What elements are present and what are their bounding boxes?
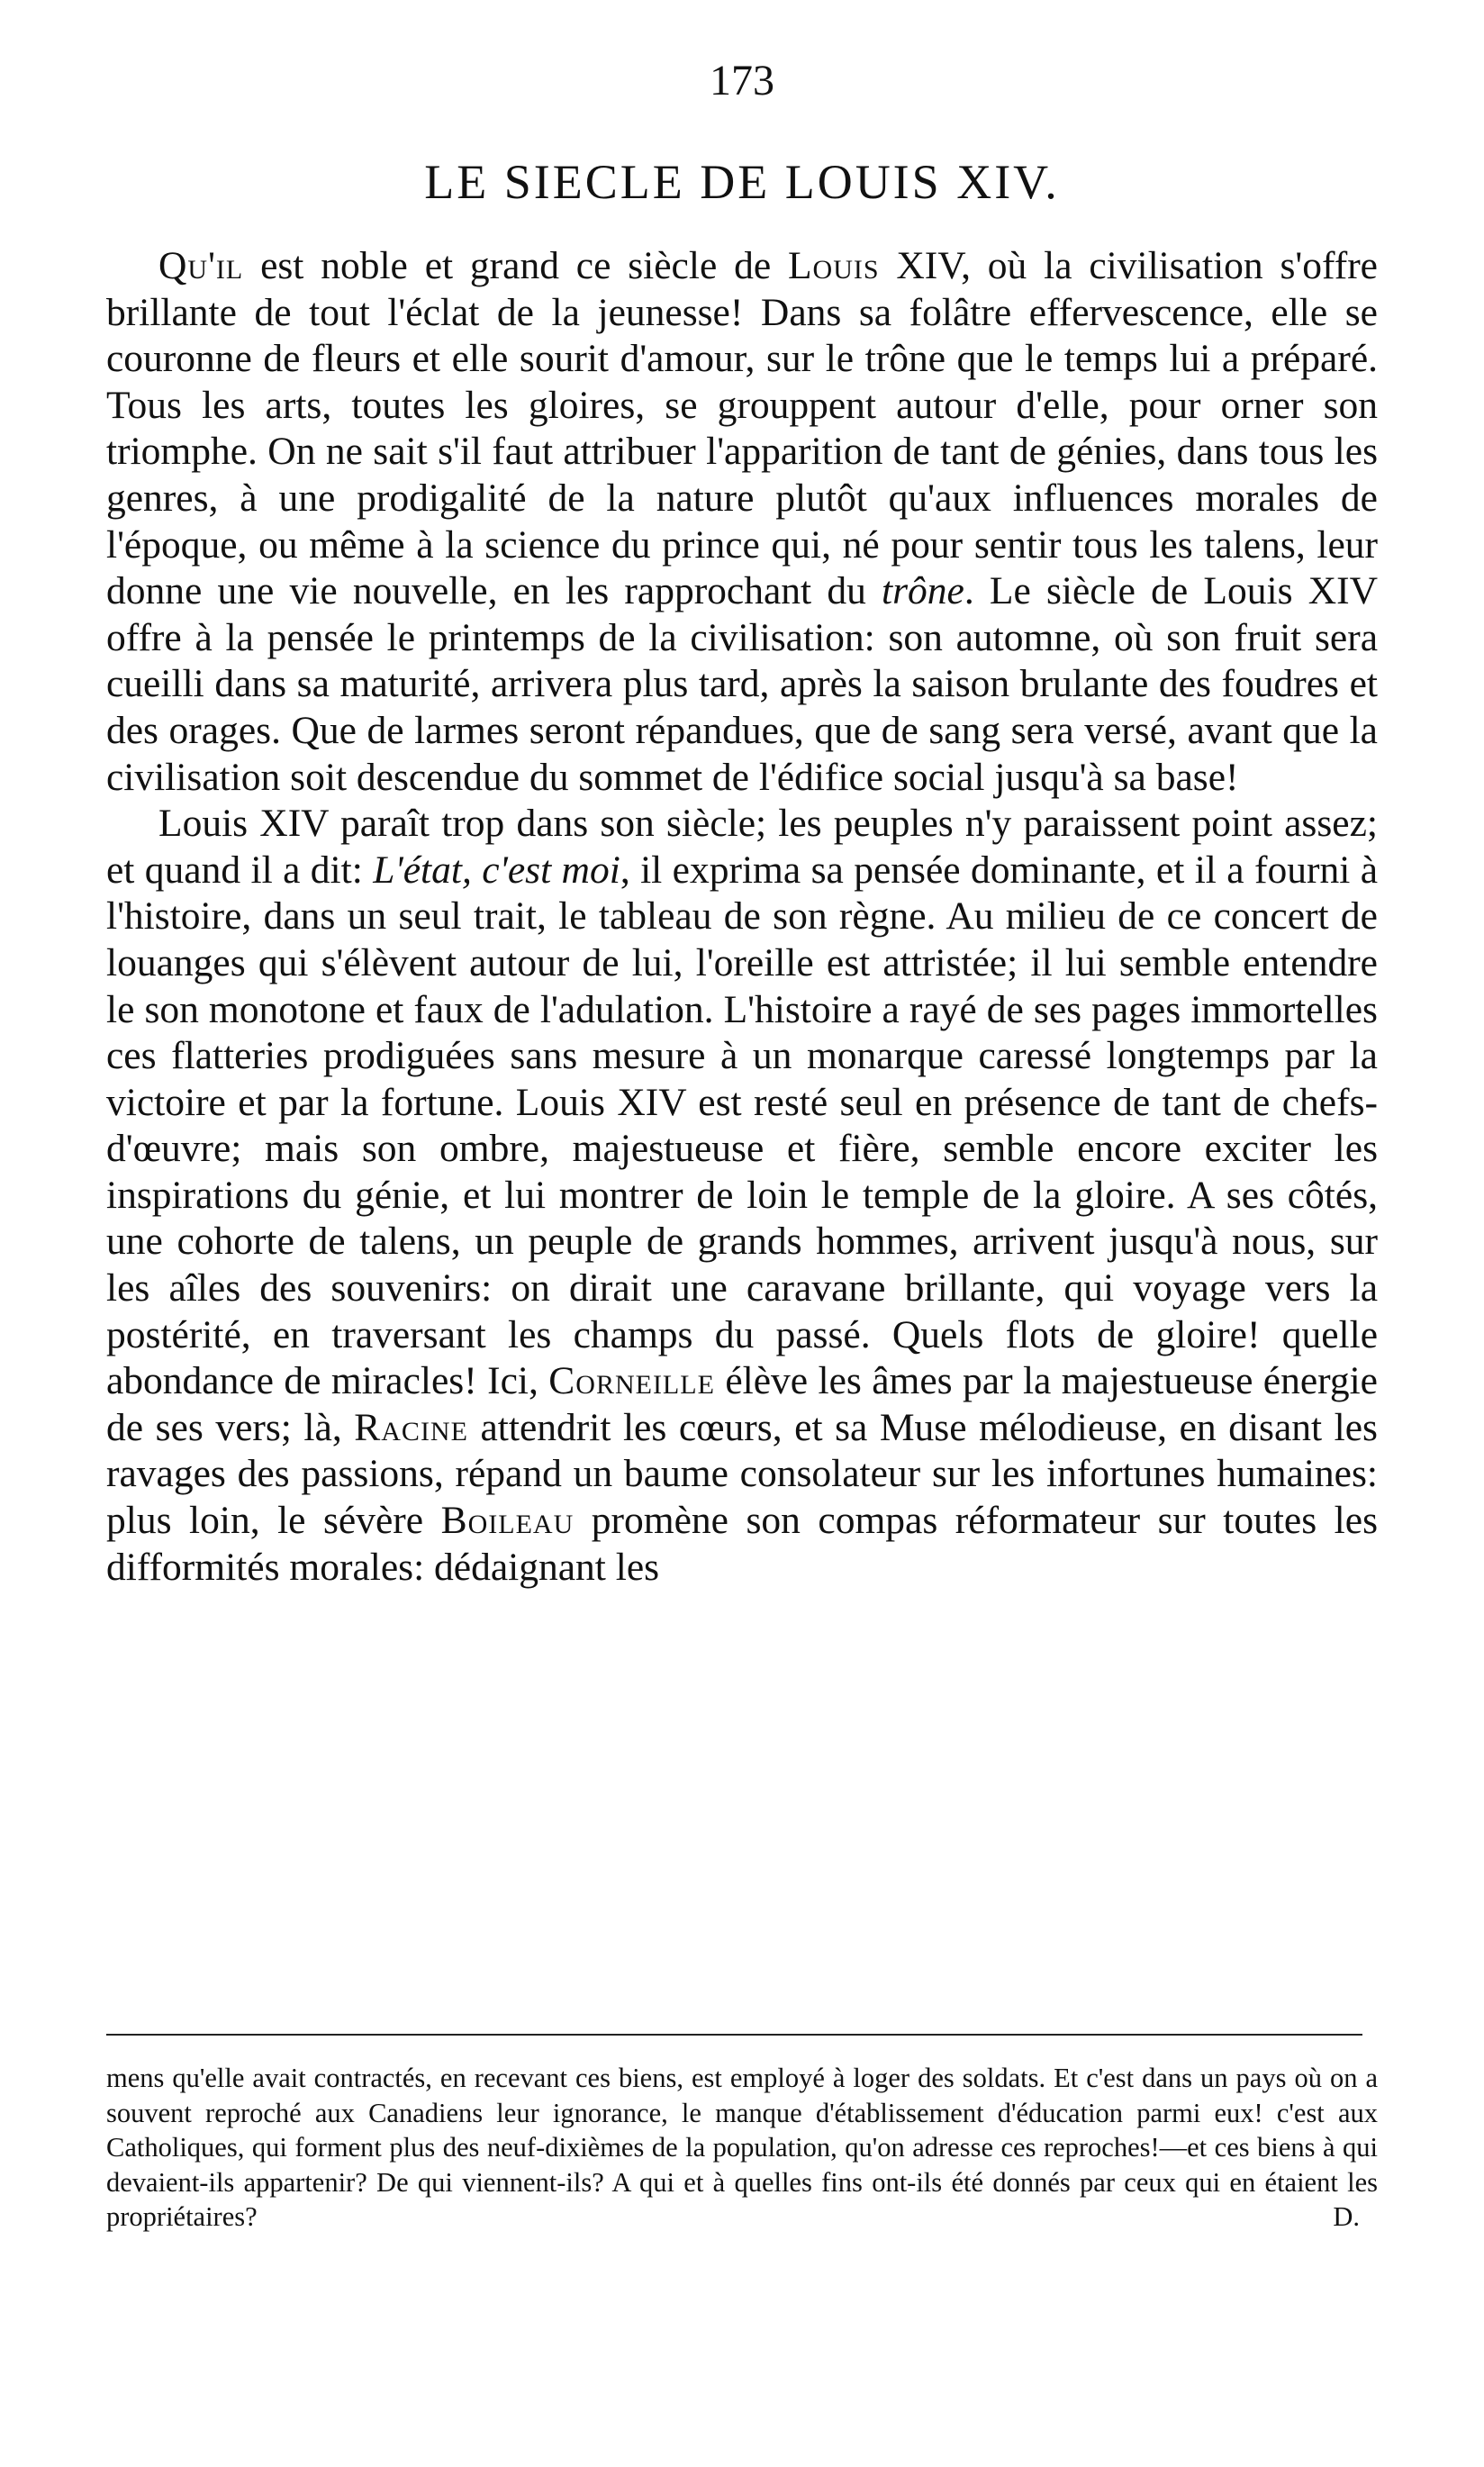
louis-small-caps: Louis [787, 244, 880, 287]
main-text [106, 243, 1378, 1591]
page-number: 173 [710, 57, 774, 104]
footnote-divider [106, 2034, 1362, 2036]
trone-italic: trône [882, 569, 964, 613]
paragraph-2-part-4: attendrit les cœurs, et sa Muse mélodieuse, en disant les ravages des passions, répand un baume consolateur sur les infortunes humaines: plus loin, le sévère [106, 1405, 1378, 1543]
footnote [106, 2061, 1378, 2235]
paragraph-2-part-5: promène son compas réformateur sur toutes les difformités morales: dédaignant les [106, 1499, 1378, 1589]
quote-italic: L'état, c'est moi [373, 848, 620, 892]
paragraph-2 [106, 801, 1378, 1591]
footnote-text: mens qu'elle avait contractés, en recevant ces biens, est employé à loger des soldats. Et c'est dans un pays où on a souvent reproché aux Canadiens leur ignorance, le manque d'établissement d'éducation parmi eux! c'est aux Catholiques, qui forment plus des neuf-dixièmes de la population, qu'on adresse ces reproches!—et ces biens à qui devaient-ils appartenir? De qui viennent-ils? A qui et à quelles fins ont-ils été donnés par ceux qui en étaient les propriétaires? [106, 2063, 1378, 2232]
racine-small-caps: Racine [354, 1405, 468, 1449]
footnote-signature: D. [1333, 2201, 1360, 2232]
paragraph-2-part-3: élève les âmes par la majestueuse énergie de ses vers; là, [106, 1359, 1378, 1449]
paragraph-1-part-3: . Le siècle de Louis XIV offre à la pensée le printemps de la civilisation: son automne, où son fruit sera cueilli dans sa maturité, arrivera plus tard, après la saison brulante des foudres et des orages. Que de larmes seront répandues, que de sang sera versé, avant que la civilisation soit descendue du sommet de l'édifice social jusqu'à sa base! [106, 569, 1379, 799]
paragraph-1-part-2: XIV, où la civilisation s'offre brillante de tout l'éclat de la jeunesse! Dans sa folâtre effervescence, elle se couronne de fleurs et elle sourit d'amour, sur le trône que le temps lui a préparé. Tous les arts, toutes les gloires, se grouppent autour d'elle, pour orner son triomphe. On ne sait s'il faut attribuer l'apparition de tant de génies, dans tous les genres, à une prodigalité de la nature plutôt qu'aux influences morales de l'époque, ou même à la science du prince qui, né pour sentir tous les talens, leur donne une vie nouvelle, en les rapprochant du [106, 244, 1378, 613]
chapter-title: LE SIECLE DE LOUIS XIV. [424, 155, 1060, 209]
paragraph-1 [106, 243, 1378, 801]
corneille-small-caps: Corneille [548, 1359, 715, 1403]
paragraph-2-part-1: Louis XIV paraît trop dans son siècle; les peuples n'y paraissent point assez; et quand il a dit: [106, 802, 1378, 892]
paragraph-2-part-2: , il exprima sa pensée dominante, et il a fourni à l'histoire, dans un seul trait, le tableau de son règne. Au milieu de ce concert de louanges qui s'élèvent autour de lui, l'oreille est attristée; il lui semble entendre le son monotone et faux de l'adulation. L'histoire a rayé de ses pages immortelles ces flatteries prodiguées sans mesure à un monarque caressé longtemps par la victoire et par la fortune. Louis XIV est resté seul en présence de tant de chefs-d'œuvre; mais son ombre, majestueuse et fière, semble encore exciter les inspirations du génie, et lui montrer de loin le temple de la gloire. A ses côtés, une cohorte de talens, un peuple de grands hommes, arrivent jusqu'à nous, sur les aîles des souvenirs: on dirait une caravane brillante, qui voyage vers la postérité, en traversant les champs du passé. Quels flots de gloire! quelle abondance de miracles! Ici, [106, 848, 1378, 1403]
boileau-small-caps: Boileau [440, 1499, 575, 1543]
lead-small-caps: Qu'il [158, 244, 244, 287]
paragraph-1-part-1: est noble et grand ce siècle de [243, 244, 788, 287]
